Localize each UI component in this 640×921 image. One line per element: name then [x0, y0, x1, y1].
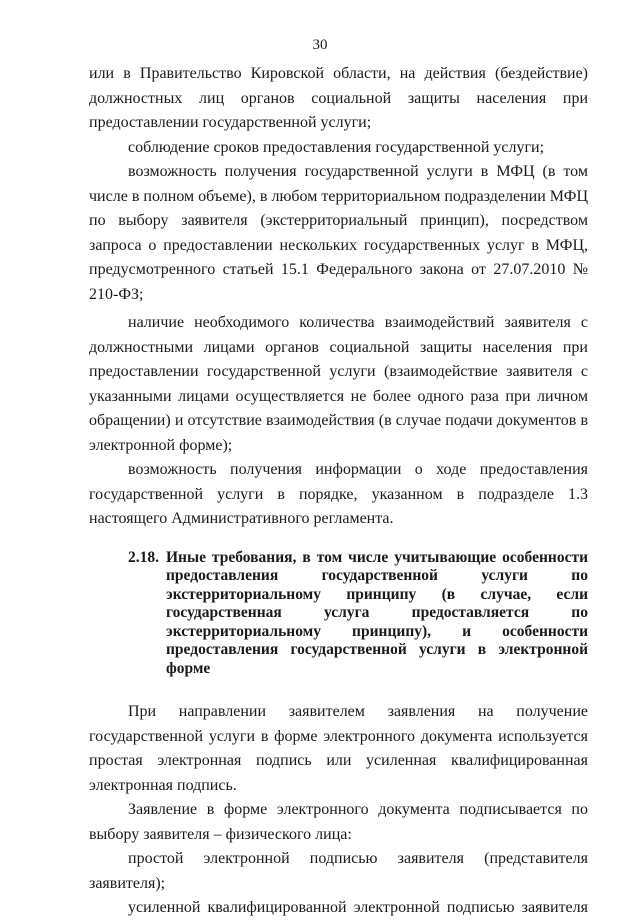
paragraph-progress-info: возможность получения информации о ходе предоставления государственной услуги в порядке, указанном в подразделе 1.3 настоящего Административного регламента.	[89, 461, 588, 527]
section-title: Иные требования, в том числе учитывающие особенности предоставления государственной услуги по экстерриториальному принципу (в случае, если государственная услуга предоставляется по экстерриториальному принципу), и особенности предоставления государственной услуги в электронной форме	[166, 548, 588, 677]
paragraph-deadlines: соблюдение сроков предоставления государственной услуги;	[128, 138, 545, 156]
paragraph-qualified-signature: усиленной квалифицированной электронной подписью заявителя	[128, 899, 588, 916]
paragraph-simple-signature: простой электронной подписью заявителя (представителя заявителя);	[89, 850, 588, 892]
document-body	[89, 62, 588, 921]
paragraph-mfc-possibility: возможность получения государственной услуги в МФЦ (в том числе в полном объеме), в любом территориальном подразделении МФЦ по выбору заявителя (экстерриториальный принцип), посредством запроса о предоставлении нескольких государственных услуг в МФЦ, предусмотренного статьей 15.1 Федерального закона от 27.07.2010 № 210-ФЗ;	[89, 163, 588, 303]
paragraph-signing-choice: Заявление в форме электронного документа подписывается по выбору заявителя – физического лица:	[89, 801, 588, 843]
section-number: 2.18.	[128, 548, 159, 566]
paragraph-appeal-continuation: или в Правительство Кировской области, на действия (бездействие) должностных лиц органов социальной защиты населения при предоставлении государственной услуги;	[89, 65, 588, 131]
paragraph-interactions: наличие необходимого количества взаимодействий заявителя с должностными лицами органов социальной защиты населения при предоставлении государственной услуги (взаимодействие заявителя с указанными лицами осуществляется не более одного раза при личном обращении) и отсутствие взаимодействия (в случае подачи документов в электронной форме);	[89, 314, 588, 454]
section-heading	[89, 549, 588, 679]
page-number: 30	[312, 37, 328, 53]
paragraph-electronic-signature: При направлении заявителем заявления на получение государственной услуги в форме электронного документа используется простая электронная подпись или усиленная квалифицированная электронная подпись.	[89, 703, 588, 794]
